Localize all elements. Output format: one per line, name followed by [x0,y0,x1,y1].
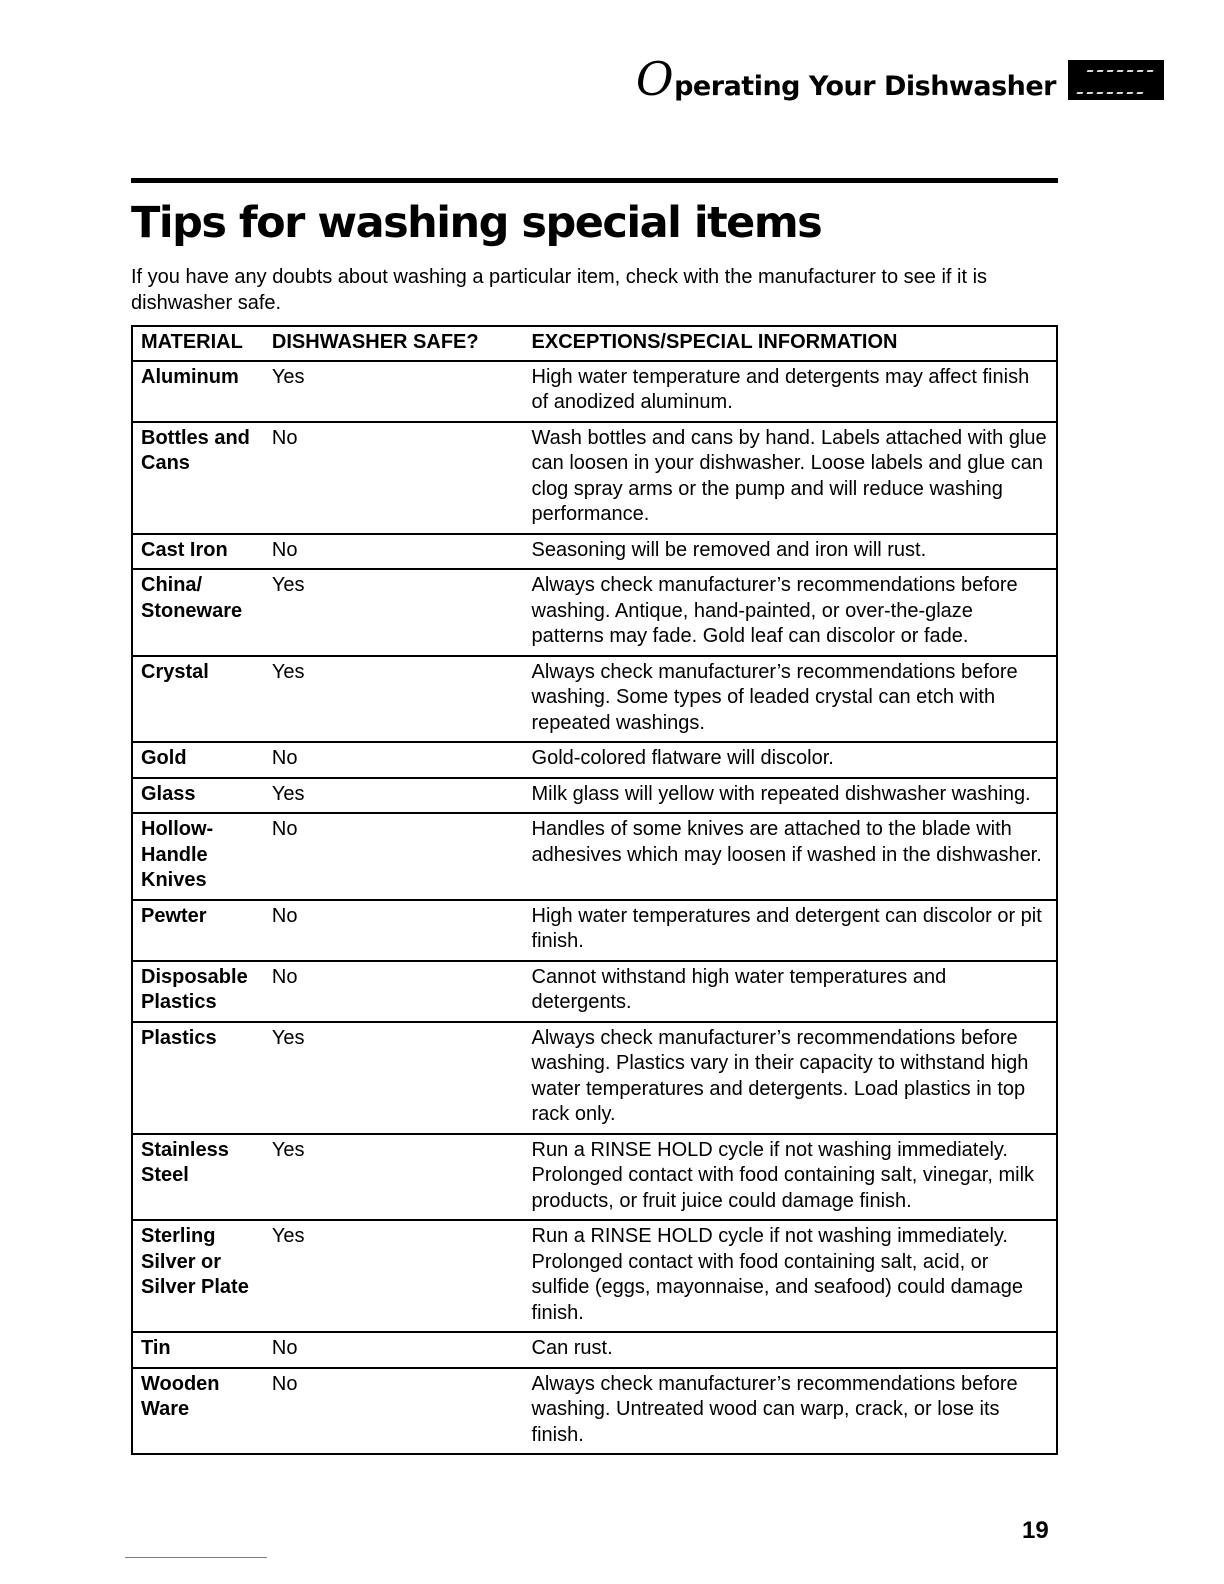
exceptions-cell: Always check manufacturer’s recommendations before washing. Plastics vary in their capacity to withstand high water temperatures and detergents. Load plastics in top rack only. [524,1022,1057,1134]
dishwasher-safe-cell: Yes [264,656,524,743]
table-row [132,569,1057,656]
dishwasher-safe-cell: No [264,961,524,1022]
dishwasher-safe-cell: Yes [264,569,524,656]
page-number: 19 [1022,1517,1049,1544]
section-title-rest: perating Your Dishwasher [674,71,1056,102]
intro-paragraph: If you have any doubts about washing a particular item, check with the manufacturer to see if it is dishwasher safe. [131,266,988,314]
footer-link-line [125,1557,267,1558]
special-items-table [131,325,1058,1455]
table-row [132,813,1057,900]
exceptions-cell: Wash bottles and cans by hand. Labels attached with glue can loosen in your dishwasher. Loose labels and glue can clog spray arms or the pump and will reduce washing performance. [524,422,1057,534]
dishwasher-safe-cell: No [264,900,524,961]
material-cell: Pewter [132,900,264,961]
section-title-initial: O [635,52,674,106]
table-row [132,1220,1057,1332]
table-body [132,361,1057,1455]
running-header [635,52,1164,106]
dishwasher-safe-cell: Yes [264,1134,524,1221]
material-cell: Sterling Silver or Silver Plate [132,1220,264,1332]
material-cell: Tin [132,1332,264,1368]
section-title [635,52,1056,106]
material-cell: Bottles and Cans [132,422,264,534]
table-row [132,961,1057,1022]
dishwasher-safe-cell: No [264,1368,524,1455]
material-cell: Disposable Plastics [132,961,264,1022]
table-row [132,422,1057,534]
dishwasher-safe-cell: Yes [264,778,524,814]
dishwasher-safe-column-header: DISHWASHER SAFE? [264,326,524,361]
material-cell: Gold [132,742,264,778]
table-row [132,361,1057,422]
brand-logo-icon [1068,60,1164,100]
table-header-row [132,326,1057,361]
dishwasher-safe-cell: Yes [264,1022,524,1134]
exceptions-cell: Gold-colored flatware will discolor. [524,742,1057,778]
exceptions-cell: Run a RINSE HOLD cycle if not washing immediately. Prolonged contact with food containing salt, vinegar, milk products, or fruit juice could damage finish. [524,1134,1057,1221]
dishwasher-safe-cell: No [264,742,524,778]
material-cell: Cast Iron [132,534,264,570]
dishwasher-safe-cell: No [264,1332,524,1368]
material-cell: Plastics [132,1022,264,1134]
dishwasher-safe-cell: Yes [264,361,524,422]
exceptions-cell: Always check manufacturer’s recommendations before washing. Some types of leaded crystal can etch with repeated washings. [524,656,1057,743]
exceptions-cell: Handles of some knives are attached to the blade with adhesives which may loosen if washed in the dishwasher. [524,813,1057,900]
dishwasher-safe-cell: No [264,422,524,534]
exceptions-cell: Run a RINSE HOLD cycle if not washing immediately. Prolonged contact with food containing salt, acid, or sulfide (eggs, mayonnaise, and seafood) could damage finish. [524,1220,1057,1332]
table-row [132,1022,1057,1134]
dishwasher-safe-cell: No [264,534,524,570]
exceptions-cell: High water temperatures and detergent can discolor or pit finish. [524,900,1057,961]
exceptions-cell: High water temperature and detergents may affect finish of anodized aluminum. [524,361,1057,422]
table-row [132,900,1057,961]
exceptions-cell: Can rust. [524,1332,1057,1368]
exceptions-cell: Always check manufacturer’s recommendations before washing. Untreated wood can warp, crack, or lose its finish. [524,1368,1057,1455]
material-cell: Aluminum [132,361,264,422]
table-row [132,1368,1057,1455]
table-row [132,1332,1057,1368]
table-row [132,656,1057,743]
material-cell: Hollow-Handle Knives [132,813,264,900]
title-rule [131,178,1058,183]
table-row [132,1134,1057,1221]
dishwasher-safe-cell: No [264,813,524,900]
table-row [132,534,1057,570]
material-cell: Glass [132,778,264,814]
material-cell: Wooden Ware [132,1368,264,1455]
dishwasher-safe-cell: Yes [264,1220,524,1332]
material-cell: Crystal [132,656,264,743]
material-column-header: MATERIAL [132,326,264,361]
exceptions-cell: Milk glass will yellow with repeated dishwasher washing. [524,778,1057,814]
exceptions-column-header: EXCEPTIONS/SPECIAL INFORMATION [524,326,1057,361]
material-cell: Stainless Steel [132,1134,264,1221]
exceptions-cell: Seasoning will be removed and iron will rust. [524,534,1057,570]
exceptions-cell: Always check manufacturer’s recommendations before washing. Antique, hand-painted, or over-the-glaze patterns may fade. Gold leaf can discolor or fade. [524,569,1057,656]
table-row [132,742,1057,778]
exceptions-cell: Cannot withstand high water temperatures and detergents. [524,961,1057,1022]
page-title: Tips for washing special items [131,198,822,248]
table-row [132,778,1057,814]
material-cell: China/ Stoneware [132,569,264,656]
